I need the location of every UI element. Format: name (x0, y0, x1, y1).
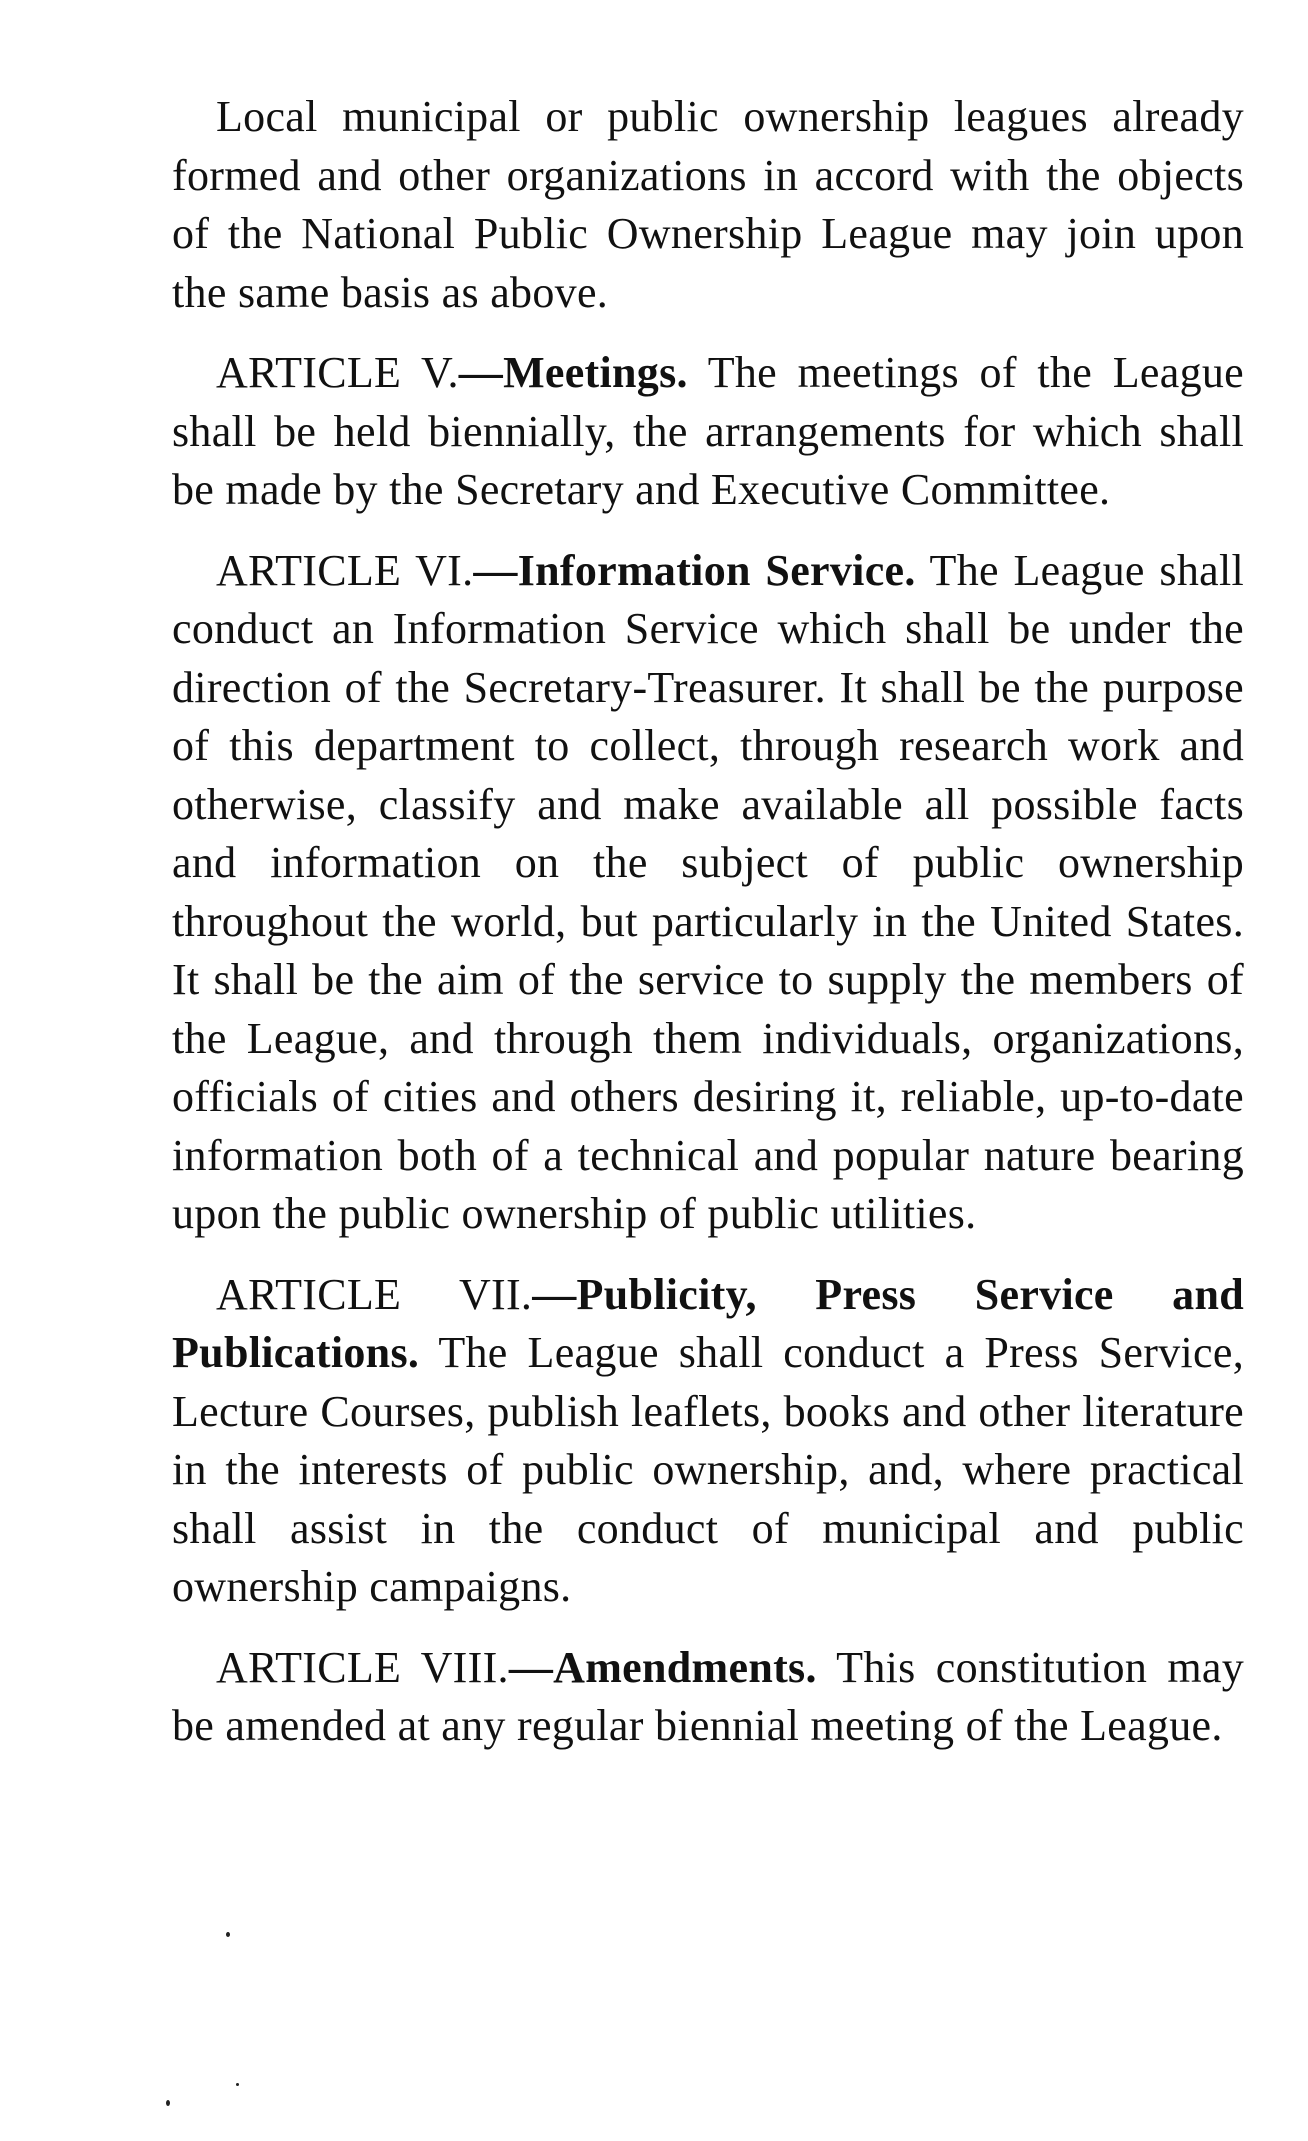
article-vii-number: ARTICLE VII. (216, 1269, 533, 1319)
article-viii-body: This constitution may be amended at any regular biennial meeting of the League. (172, 1642, 1244, 1750)
article-vii-body: The League shall conduct a Press Service, Lecture Courses, publish leaflets, books and other literature in the interests of public ownership, and, where practical shall assist in the conduct of municipal and public ownership campaigns. (172, 1328, 1244, 1611)
article-v-body: The meetings of the League shall be held biennially, the arrangements for which shall be made by the Secretary and Executive Committee. (172, 348, 1244, 514)
article-viii (172, 1639, 1244, 1756)
article-viii-title: —Amendments. (508, 1642, 817, 1692)
article-vi (172, 542, 1244, 1244)
article-vi-title: —Information Service. (473, 545, 916, 595)
article-vi-number: ARTICLE VI. (216, 545, 474, 595)
scan-speck (166, 2100, 170, 2106)
article-v (172, 344, 1244, 520)
article-vi-body: The League shall conduct an Information Service which shall be under the direction of the Secretary-Treasurer. It shall be the purpose of this department to collect, through research work and otherwise, classify and make available all possible facts and information on the subject of public ownership throughout the world, but particularly in the United States. It shall be the aim of the service to supply the members of the League, and through them individuals, organizations, officials of cities and others desiring it, reliable, up-to-date information both of a technical and popular nature bearing upon the public ownership of public utilities. (172, 545, 1244, 1238)
article-vii-title: —Publicity, Press Service and Publications. (172, 1269, 1245, 1377)
document-page (172, 88, 1244, 1756)
article-viii-number: ARTICLE VIII. (216, 1642, 509, 1692)
article-v-number: ARTICLE V. (216, 348, 459, 397)
scan-speck (236, 2083, 239, 2086)
scan-speck (226, 1932, 230, 1937)
intro-text: Local municipal or public ownership leagues already formed and other organizations in accord with the objects of the National Public Ownership League may join upon the same basis as above. (172, 92, 1244, 317)
intro-paragraph (172, 88, 1244, 322)
article-v-title: —Meetings. (458, 348, 688, 397)
article-vii (172, 1266, 1244, 1617)
